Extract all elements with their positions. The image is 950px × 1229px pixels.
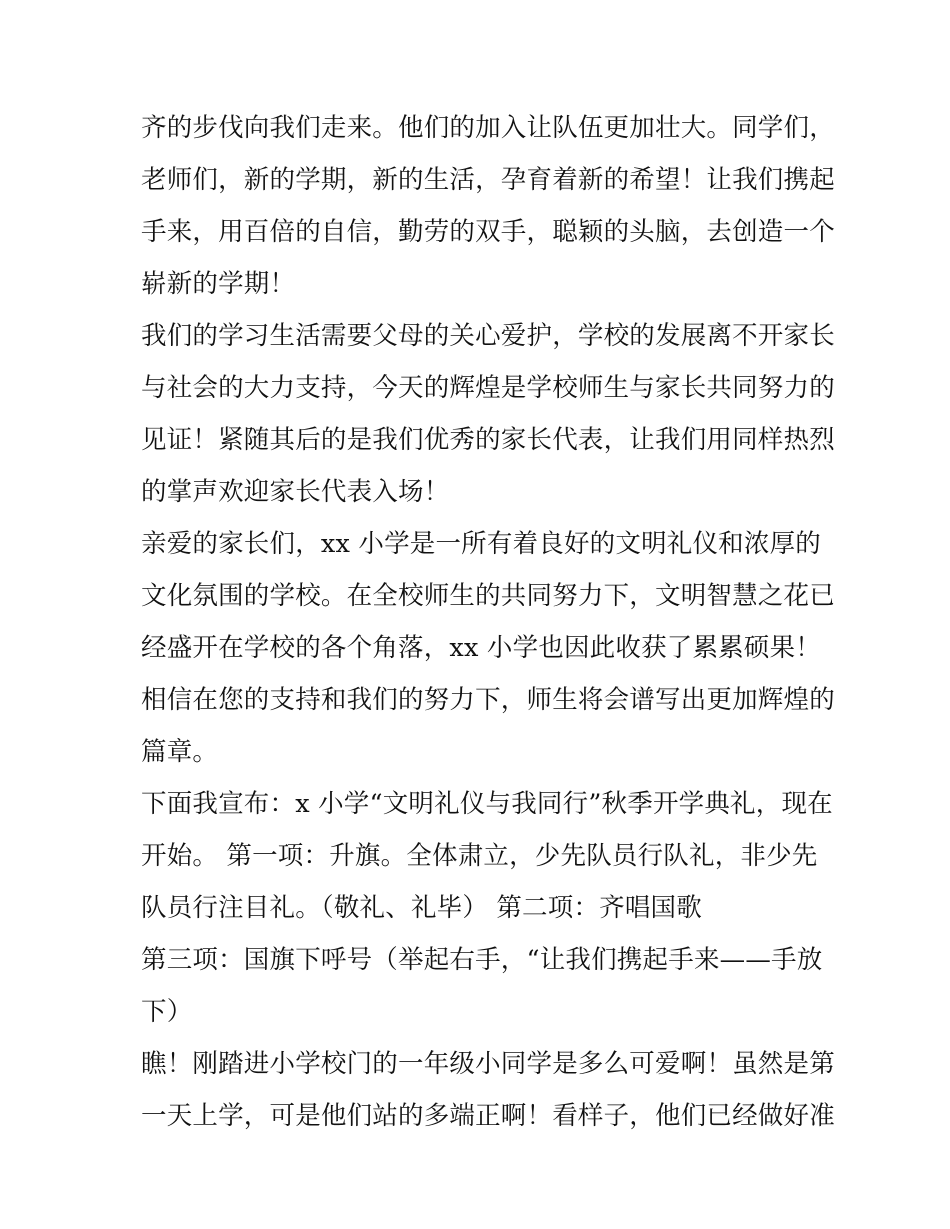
text-line: 我们的学习生活需要父母的关心爱护，学校的发展离不开家长	[141, 321, 835, 351]
text-line: 崭新的学期！	[141, 269, 296, 299]
document-body	[141, 102, 835, 1142]
text-line: 亲爱的家长们，xx 小学是一所有着良好的文明礼仪和浓厚的	[141, 529, 821, 559]
text-line: 瞧！刚踏进小学校门的一年级小同学是多么可爱啊！虽然是第	[141, 1049, 835, 1079]
text-line: 经盛开在学校的各个角落，xx 小学也因此收获了累累硕果！	[141, 633, 821, 663]
text-line: 篇章。	[141, 737, 219, 767]
text-line: 文化氛围的学校。在全校师生的共同努力下，文明智慧之花已	[141, 581, 835, 611]
text-line: 见证！紧随其后的是我们优秀的家长代表，让我们用同样热烈	[141, 425, 835, 455]
text-line: 下面我宣布：x 小学“文明礼仪与我同行”秋季开学典礼，现在	[141, 789, 833, 819]
text-line: 第三项：国旗下呼号（举起右手，“让我们携起手来——手放	[141, 945, 823, 975]
text-line: 相信在您的支持和我们的努力下，师生将会谱写出更加辉煌的	[141, 685, 835, 715]
text-line: 齐的步伐向我们走来。他们的加入让队伍更加壮大。同学们，	[141, 113, 835, 143]
text-line: 老师们，新的学期，新的生活，孕育着新的希望！让我们携起	[141, 165, 835, 195]
text-line: 的掌声欢迎家长代表入场！	[141, 477, 450, 507]
text-line: 与社会的大力支持，今天的辉煌是学校师生与家长共同努力的	[141, 373, 835, 403]
text-line: 手来，用百倍的自信，勤劳的双手，聪颖的头脑，去创造一个	[141, 217, 835, 247]
text-line: 队员行注目礼。（敬礼、礼毕） 第二项：齐唱国歌	[141, 893, 702, 923]
text-line: 下）	[141, 997, 193, 1027]
text-line: 一天上学，可是他们站的多端正啊！看样子，他们已经做好准	[141, 1101, 835, 1131]
text-line: 开始。 第一项：升旗。全体肃立，少先队员行队礼，非少先	[141, 841, 818, 871]
